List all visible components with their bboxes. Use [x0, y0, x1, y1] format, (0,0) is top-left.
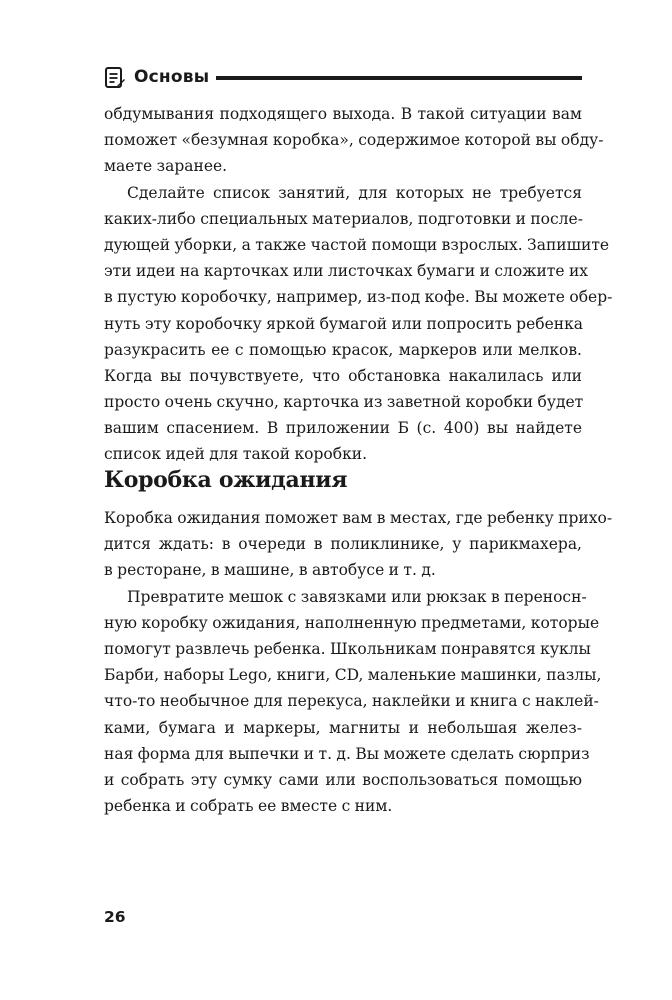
text-line: что-то необычное для перекуса, наклейки и книга с наклей-	[104, 692, 599, 711]
text-line: Сделайте список занятий, для которых не требуется	[127, 183, 582, 202]
page-number: 26	[104, 908, 126, 926]
paragraph	[104, 584, 602, 820]
paragraph	[104, 505, 613, 584]
section-heading: Коробка ожидания	[104, 467, 348, 493]
body-text-top	[104, 101, 613, 468]
text-line: эти идеи на карточках или листочках бумаги и сложите их	[104, 262, 589, 281]
text-line: ную коробку ожидания, наполненную предметами, которые	[104, 613, 600, 632]
text-line: нуть эту коробочку яркой бумагой или попросить ребенка	[104, 314, 584, 333]
text-line: просто очень скучно, карточка из заветной коробки будет	[104, 393, 584, 412]
paragraph	[104, 101, 604, 180]
text-line: поможет «безумная коробка», содержимое которой вы обду-	[104, 131, 604, 150]
header-rule	[216, 76, 582, 80]
text-line: разукрасить ее с помощью красок, маркеров или мелков.	[104, 340, 582, 359]
body-text-bottom	[104, 505, 613, 819]
text-line: дующей уборки, а также частой помощи взрослых. Запишите	[104, 235, 610, 254]
section-title: Основы	[134, 67, 210, 87]
text-line: обдумывания подходящего выхода. В такой ситуации вам	[104, 105, 582, 123]
text-line: помогут развлечь ребенка. Школьникам понравятся куклы	[104, 639, 591, 658]
text-line: и собрать эту сумку сами или воспользоваться помощью	[104, 770, 582, 789]
text-line: Когда вы почувствуете, что обстановка накалилась или	[104, 366, 582, 385]
text-line: вашим спасением. В приложении Б (с. 400) вы найдете	[104, 419, 582, 438]
text-line: маете заранее.	[104, 157, 228, 176]
text-line: дится ждать: в очереди в поликлинике, у парикмахера,	[104, 535, 582, 554]
paragraph	[104, 180, 613, 468]
running-header	[104, 64, 582, 90]
text-line: ребенка и собрать ее вместе с ним.	[104, 797, 393, 816]
text-line: Превратите мешок с завязками или рюкзак в переносн-	[127, 587, 587, 606]
text-line: Барби, наборы Lego, книги, CD, маленькие машинки, пазлы,	[104, 666, 602, 685]
text-line: Коробка ожидания поможет вам в местах, где ребенку прихо-	[104, 509, 613, 527]
text-line: каких-либо специальных материалов, подготовки и после-	[104, 209, 583, 228]
text-line: в ресторане, в машине, в автобусе и т. д.	[104, 561, 436, 580]
text-line: ная форма для выпечки и т. д. Вы можете сделать сюрприз	[104, 744, 590, 763]
text-line: ками, бумага и маркеры, магниты и небольшая желез-	[104, 718, 582, 737]
text-line: список идей для такой коробки.	[104, 445, 368, 464]
text-line: в пустую коробочку, например, из-под кофе. Вы можете обер-	[104, 288, 613, 307]
notebook-icon	[104, 66, 125, 89]
